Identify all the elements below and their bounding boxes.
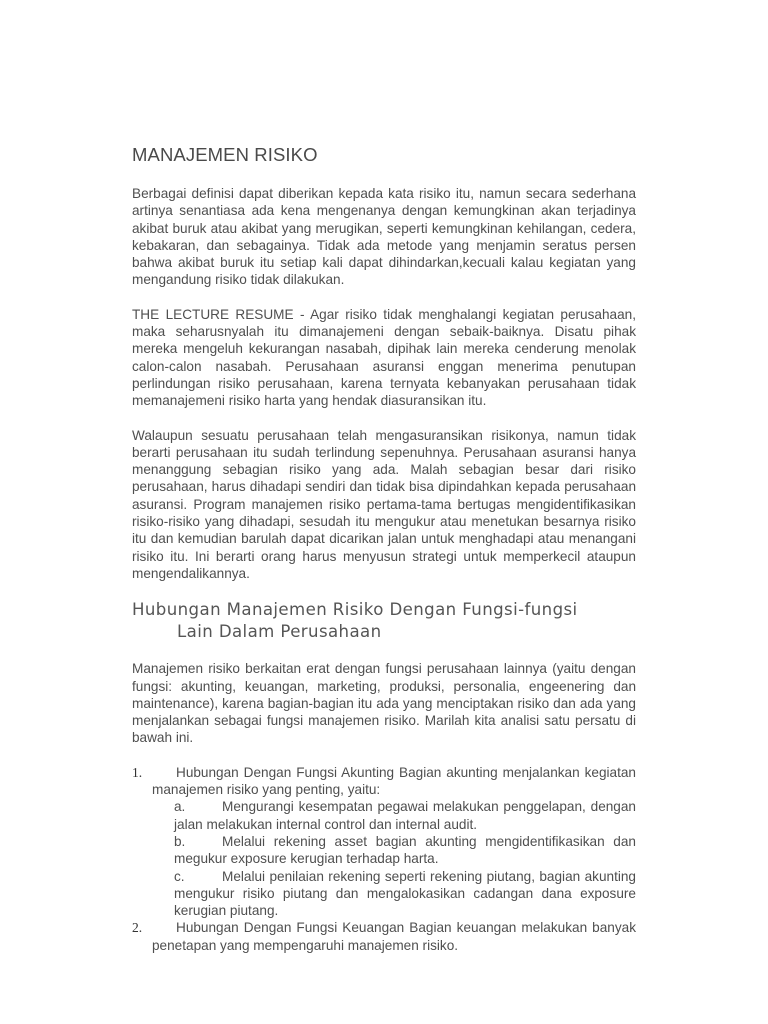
sub-list [152, 798, 636, 919]
sub-list-letter: c. [174, 868, 185, 884]
list-item-number: 2. [132, 920, 143, 936]
paragraph-insurance: Walaupun sesuatu perusahaan telah mengasuransikan risikonya, namun tidak berarti perusahaan itu sudah terlindung sepenuhnya. Perusahaan asuransi hanya menanggung sebagian risiko yang ada. Malah sebagian besar dari risiko perusahaan, harus dihadapi sendiri dan tidak bisa dipindahkan kepada perusahaan asuransi. Program manajemen risiko pertama-tama bertugas mengidentifikasikan risiko-risiko yang dihadapi, sesudah itu mengukur atau menetukan besarnya risiko itu dan kemudian barulah dapat dicarikan jalan untuk menghadapi atau menangani risiko itu. Ini berarti orang harus menyusun strategi untuk memperkecil ataupun mengendalikannya. [132, 427, 636, 581]
sub-list-item [174, 868, 636, 920]
section-paragraph: Manajemen risiko berkaitan erat dengan fungsi perusahaan lainnya (yaitu dengan fungsi: akunting, keuangan, marketing, produksi, personalia, engeenering dan maintenance), karena bagian-bagian itu ada yang menciptakan risiko dan ada yang menjalankan sebagai fungsi manajemen risiko. Marilah kita analisi satu persatu di bawah ini. [132, 661, 636, 746]
sub-list-item [174, 798, 636, 833]
section-heading-line2: Lain Dalam Perusahaan [177, 622, 382, 642]
list-item [132, 764, 636, 920]
function-list [132, 764, 636, 954]
sub-list-text: Melalui rekening asset bagian akunting mengidentifikasikan dan megukur exposure kerugian terhadap harta. [174, 833, 636, 867]
section-heading-line1: Hubungan Manajemen Risiko Dengan Fungsi-fungsi [132, 600, 578, 620]
sub-list-letter: a. [174, 799, 186, 815]
list-item-text: Hubungan Dengan Fungsi Akunting Bagian akunting menjalankan kegiatan manajemen risiko yang penting, yaitu: [152, 764, 636, 798]
list-item [132, 919, 636, 954]
section-heading [132, 599, 636, 643]
sub-list-text: Mengurangi kesempatan pegawai melakukan penggelapan, dengan jalan melakukan internal control dan internal audit. [174, 799, 636, 832]
document-content [132, 144, 636, 954]
paragraph-lecture-resume: THE LECTURE RESUME - Agar risiko tidak menghalangi kegiatan perusahaan, maka seharusnyalah itu dimanajemeni dengan sebaik-baiknya. Disatu pihak mereka mengeluh kekurangan nasabah, dipihak lain mereka cenderung menolak calon-calon nasabah. Perusahaan asuransi enggan menerima penutupan perlindungan risiko perusahaan, karena ternyata kebanyakan perusahaan tidak memanajemeni risiko harta yang hendak diasuransikan itu. [132, 306, 636, 409]
sub-list-item [174, 833, 636, 868]
sub-list-text: Melalui penilaian rekening seperti rekening piutang, bagian akunting mengukur risiko piutang dan mengalokasikan cadangan dana exposure kerugian piutang. [174, 868, 636, 919]
sub-list-letter: b. [174, 833, 186, 849]
paragraph-definition: Berbagai definisi dapat diberikan kepada kata risiko itu, namun secara sederhana artinya senantiasa ada kena mengenanya dengan kemungkinan akan terjadinya akibat buruk atau akibat yang merugikan, seperti kemungkinan kehilangan, cedera, kebakaran, dan sebagainya. Tidak ada metode yang menjamin seratus persen bahwa akibat buruk itu setiap kali dapat dihindarkan,kecuali kalau kegiatan yang mengandung risiko tidak dilakukan. [132, 186, 636, 288]
list-item-number: 1. [132, 764, 143, 780]
list-item-text: Hubungan Dengan Fungsi Keuangan Bagian keuangan melakukan banyak penetapan yang mempengaruhi manajemen risiko. [152, 920, 636, 953]
document-title: MANAJEMEN RISIKO [132, 144, 318, 165]
